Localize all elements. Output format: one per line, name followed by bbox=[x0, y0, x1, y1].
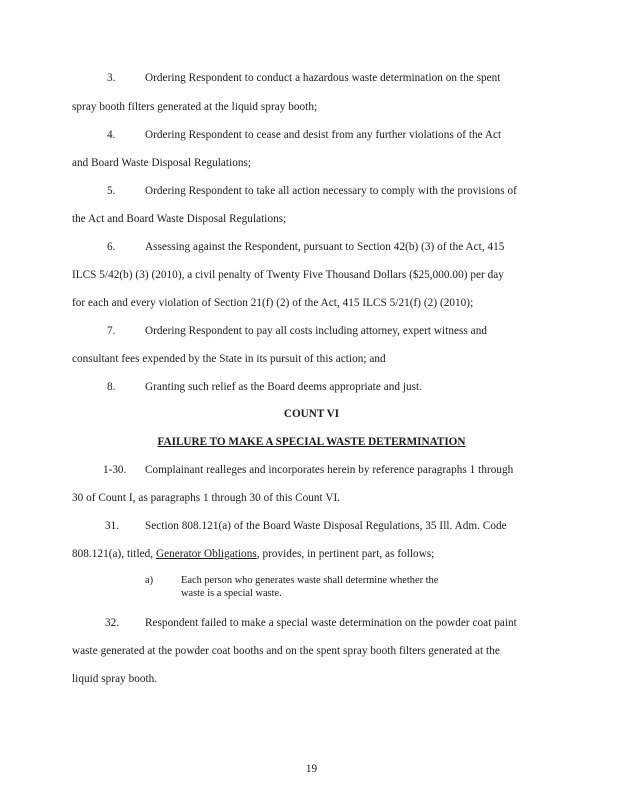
item-7-number: 7. bbox=[107, 325, 116, 337]
quote-label: a) bbox=[145, 575, 154, 586]
paragraph-31-line-2-post: , provides, in pertinent part, as follows; bbox=[256, 548, 435, 560]
item-5-line-2: the Act and Board Waste Disposal Regulations; bbox=[72, 213, 287, 225]
paragraph-1-30-line-2: 30 of Count I, as paragraphs 1 through 30 of this Count VI. bbox=[72, 492, 341, 504]
paragraph-31-line-1: Section 808.121(a) of the Board Waste Disposal Regulations, 35 Ill. Adm. Code bbox=[145, 520, 507, 532]
item-6-number: 6. bbox=[107, 241, 116, 253]
count-title: FAILURE TO MAKE A SPECIAL WASTE DETERMINATION bbox=[157, 436, 466, 448]
count-heading: COUNT VI bbox=[283, 408, 340, 420]
item-5-line-1: Ordering Respondent to take all action necessary to comply with the provisions of bbox=[145, 185, 517, 197]
item-7-line-2: consultant fees expended by the State in its pursuit of this action; and bbox=[72, 353, 386, 365]
paragraph-1-30-number: 1-30. bbox=[103, 464, 127, 476]
paragraph-32-line-1: Respondent failed to make a special waste determination on the powder coat paint bbox=[145, 617, 517, 629]
paragraph-31-line-2 bbox=[72, 547, 434, 561]
quote-line-2: waste is a special waste. bbox=[181, 588, 282, 599]
item-3-line-1: Ordering Respondent to conduct a hazardous waste determination on the spent bbox=[145, 72, 501, 84]
item-6-line-3: for each and every violation of Section 21(f) (2) of the Act, 415 ILCS 5/21(f) (2) (2010); bbox=[72, 297, 474, 309]
paragraph-31-number: 31. bbox=[105, 520, 119, 532]
item-6-line-1: Assessing against the Respondent, pursuant to Section 42(b) (3) of the Act, 415 bbox=[145, 241, 505, 253]
quote-line-1: Each person who generates waste shall determine whether the bbox=[181, 575, 439, 586]
item-3-number: 3. bbox=[107, 72, 116, 84]
paragraph-32-number: 32. bbox=[105, 617, 119, 629]
generator-obligations-title: Generator Obligations bbox=[155, 548, 257, 560]
paragraph-32-line-2: waste generated at the powder coat booths and on the spent spray booth filters generated at the bbox=[72, 645, 500, 657]
item-4-line-1: Ordering Respondent to cease and desist from any further violations of the Act bbox=[145, 129, 502, 141]
paragraph-1-30-line-1: Complainant realleges and incorporates herein by reference paragraphs 1 through bbox=[145, 464, 514, 476]
page-number: 19 bbox=[305, 763, 318, 775]
item-8-line-1: Granting such relief as the Board deems appropriate and just. bbox=[145, 381, 423, 393]
item-5-number: 5. bbox=[107, 185, 116, 197]
item-4-number: 4. bbox=[107, 129, 116, 141]
paragraph-31-line-2-pre: 808.121(a), titled, bbox=[72, 548, 156, 560]
item-7-line-1: Ordering Respondent to pay all costs including attorney, expert witness and bbox=[145, 325, 487, 337]
paragraph-32-line-3: liquid spray booth. bbox=[72, 673, 158, 685]
item-8-number: 8. bbox=[107, 381, 116, 393]
item-3-line-2: spray booth filters generated at the liquid spray booth; bbox=[72, 101, 318, 113]
item-4-line-2: and Board Waste Disposal Regulations; bbox=[72, 157, 252, 169]
item-6-line-2: ILCS 5/42(b) (3) (2010), a civil penalty of Twenty Five Thousand Dollars ($25,000.00) per day bbox=[72, 269, 504, 281]
